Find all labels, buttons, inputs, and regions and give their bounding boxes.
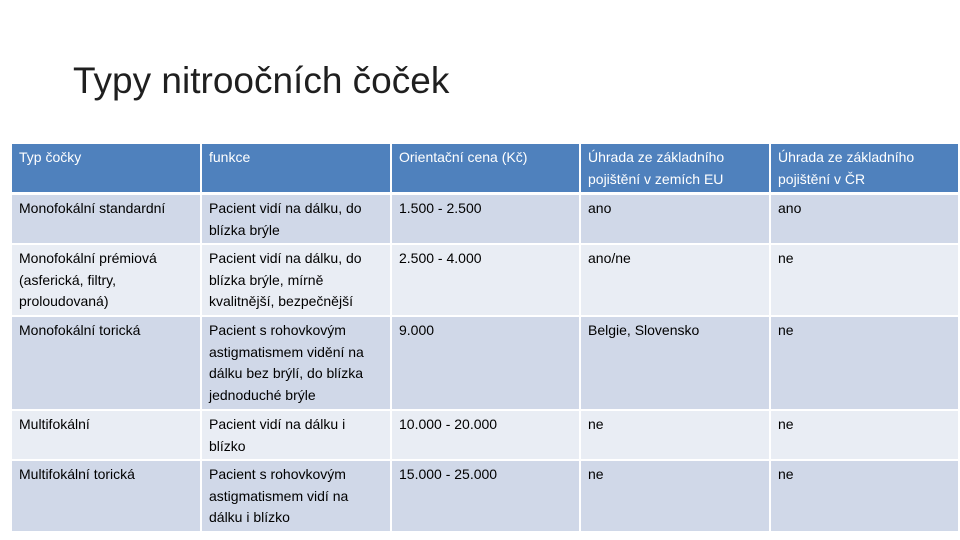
- table-row: [12, 317, 958, 411]
- table-header: [12, 144, 958, 195]
- lens-table-container: [12, 144, 958, 533]
- header-coverage-eu: Úhrada ze základního pojištění v zemích EU: [581, 144, 771, 195]
- cell-lens-type: Monofokální prémiová (asferická, filtry, proloudovaná): [12, 245, 202, 317]
- cell-coverage-eu: ano: [581, 195, 771, 245]
- cell-price: 2.500 - 4.000: [392, 245, 581, 317]
- table-row: [12, 411, 958, 461]
- lens-types-table: [12, 144, 958, 533]
- cell-function: Pacient s rohovkovým astigmatismem vidí na dálku i blízko: [202, 461, 392, 533]
- header-function: funkce: [202, 144, 392, 195]
- cell-coverage-eu: Belgie, Slovensko: [581, 317, 771, 411]
- cell-function: Pacient vidí na dálku i blízko: [202, 411, 392, 461]
- cell-coverage-cr: ne: [771, 245, 958, 317]
- header-lens-type: Typ čočky: [12, 144, 202, 195]
- cell-coverage-cr: ne: [771, 317, 958, 411]
- header-coverage-cr: Úhrada ze základního pojištění v ČR: [771, 144, 958, 195]
- cell-function: Pacient vidí na dálku, do blízka brýle: [202, 195, 392, 245]
- cell-coverage-eu: ne: [581, 461, 771, 533]
- cell-price: 15.000 - 25.000: [392, 461, 581, 533]
- cell-coverage-cr: ne: [771, 461, 958, 533]
- table-row: [12, 245, 958, 317]
- table-row: [12, 195, 958, 245]
- cell-price: 10.000 - 20.000: [392, 411, 581, 461]
- cell-price: 1.500 - 2.500: [392, 195, 581, 245]
- table-body: [12, 195, 958, 533]
- header-price: Orientační cena (Kč): [392, 144, 581, 195]
- cell-lens-type: Multifokální: [12, 411, 202, 461]
- cell-coverage-cr: ano: [771, 195, 958, 245]
- cell-coverage-eu: ne: [581, 411, 771, 461]
- header-row: [12, 144, 958, 195]
- slide-title: Typy nitroočních čoček: [73, 60, 450, 101]
- cell-lens-type: Multifokální torická: [12, 461, 202, 533]
- cell-lens-type: Monofokální standardní: [12, 195, 202, 245]
- cell-lens-type: Monofokální torická: [12, 317, 202, 411]
- cell-function: Pacient s rohovkovým astigmatismem vidění na dálku bez brýlí, do blízka jednoduché brýle: [202, 317, 392, 411]
- cell-price: 9.000: [392, 317, 581, 411]
- cell-function: Pacient vidí na dálku, do blízka brýle, mírně kvalitnější, bezpečnější: [202, 245, 392, 317]
- cell-coverage-cr: ne: [771, 411, 958, 461]
- cell-coverage-eu: ano/ne: [581, 245, 771, 317]
- table-row: [12, 461, 958, 533]
